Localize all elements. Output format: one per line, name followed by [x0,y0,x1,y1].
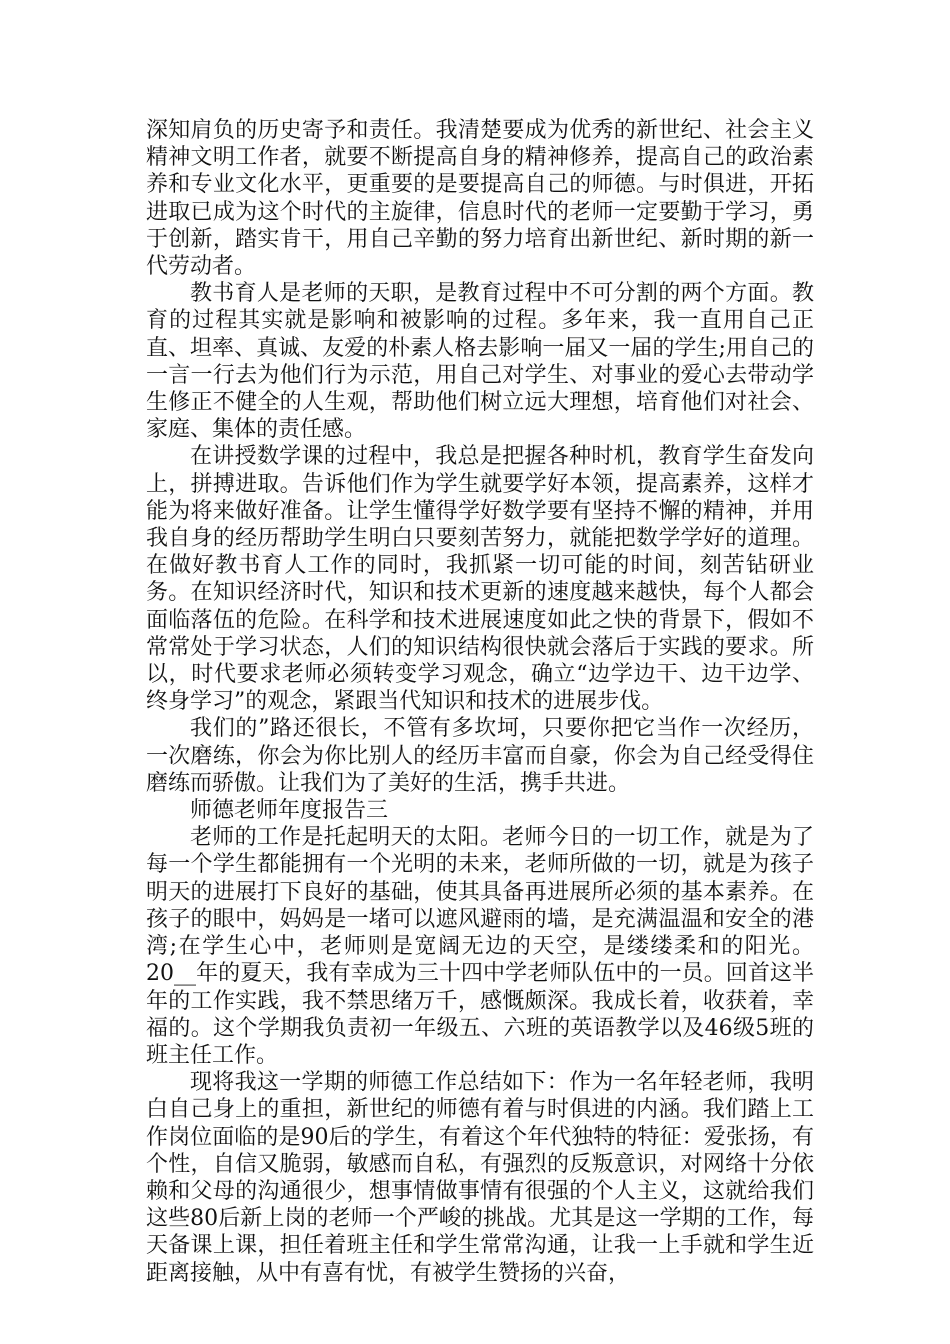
document-body [146,117,814,1287]
paragraph-6: 现将我这一学期的师德工作总结如下：作为一名年轻老师，我明白自己身上的重担，新世纪的师德有着与时俱进的内涵。我们踏上工作岗位面临的是90后的学生，有着这个年代独特的特征：爱张扬，有个性，自信又脆弱，敏感而自私，有强烈的反叛意识，对网络十分依赖和父母的沟通很少，想事情做事情有很强的个人主义，这就给我们这些80后新上岗的老师一个严峻的挑战。尤其是这一学期的工作，每天备课上课，担任着班主任和学生常常沟通，让我一上手就和学生近距离接触，从中有喜有忧，有被学生赞扬的兴奋， [146,1070,814,1286]
paragraph-3: 在讲授数学课的过程中，我总是把握各种时机，教育学生奋发向上，拼搏进取。告诉他们作为学生就要学好本领，提高素养，这样才能为将来做好准备。让学生懂得学好数学要有坚持不懈的精神，并用我自身的经历帮助学生明白只要刻苦努力，就能把数学学好的道理。在做好教书育人工作的同时，我抓紧一切可能的时间，刻苦钻研业务。在知识经济时代，知识和技术更新的速度越来越快，每个人都会面临落伍的危险。在科学和技术进展速度如此之快的背景下，假如不常常处于学习状态，人们的知识结构很快就会落后于实践的要求。所以，时代要求老师必须转变学习观念，确立“边学边干、边干边学、终身学习”的观念，紧跟当代知识和技术的进展步伐。 [146,444,814,715]
section-heading: 师德老师年度报告三 [190,798,389,824]
paragraph-1: 深知肩负的历史寄予和责任。我清楚要成为优秀的新世纪、社会主义精神文明工作者，就要不断提高自身的精神修养，提高自己的政治素养和专业文化水平，更重要的是要提高自己的师德。与时俱进，开拓进取已成为这个时代的主旋律，信息时代的老师一定要勤于学习，勇于创新，踏实肯干，用自己辛勤的努力培育出新世纪、新时期的新一代劳动者。 [146,118,814,280]
paragraph-5: 老师的工作是托起明天的太阳。老师今日的一切工作，就是为了每一个学生都能拥有一个光明的未来，老师所做的一切，就是为孩子明天的进展打下良好的基础，使其具备再进展所必须的基本素养。在孩子的眼中，妈妈是一堵可以遮风避雨的墙，是充满温温和安全的港湾;在学生心中，老师则是宽阔无边的天空，是缕缕柔和的阳光。20__年的夏天，我有幸成为三十四中学老师队伍中的一员。回首这半年的工作实践，我不禁思绪万千，感慨颇深。我成长着，收获着，幸福的。这个学期我负责初一年级五、六班的英语教学以及46级5班的班主任工作。 [146,825,814,1068]
paragraph-4: 我们的”路还很长，不管有多坎坷，只要你把它当作一次经历，一次磨练，你会为你比别人的经历丰富而自豪，你会为自己经受得住磨练而骄傲。让我们为了美好的生活，携手共进。 [146,716,814,796]
paragraph-2: 教书育人是老师的天职，是教育过程中不可分割的两个方面。教育的过程其实就是影响和被影响的过程。多年来，我一直用自己正直、坦率、真诚、友爱的朴素人格去影响一届又一届的学生;用自己的一言一行去为他们行为示范，用自己对学生、对事业的爱心去带动学生修正不健全的人生观，帮助他们树立远大理想，培育他们对社会、家庭、集体的责任感。 [146,281,814,443]
